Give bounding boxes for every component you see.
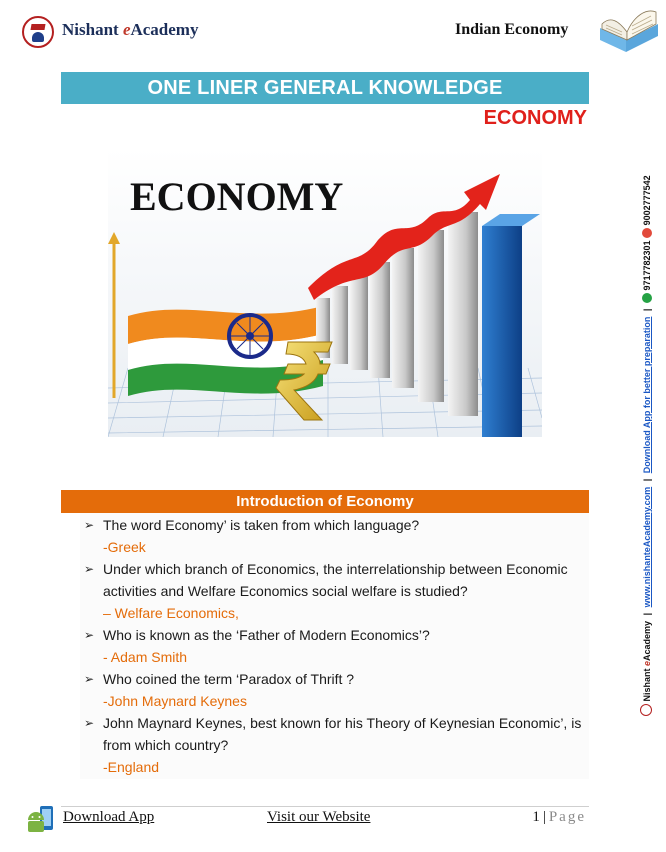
- footer-divider: [61, 806, 589, 807]
- illustration-heading: ECONOMY: [130, 174, 344, 219]
- arrow-bullet-icon: ➢: [84, 562, 95, 576]
- section-title: Introduction of Economy: [61, 490, 589, 513]
- question: John Maynard Keynes, best known for his Theory of Keynesian Economic’, is from which country?: [103, 715, 582, 753]
- header-subject: Indian Economy: [455, 21, 569, 38]
- answer: - Adam Smith: [103, 649, 188, 665]
- whatsapp-icon: [642, 293, 652, 303]
- open-book-icon: [596, 2, 662, 54]
- list-item: [80, 558, 589, 624]
- question: The word Economy’ is taken from which language?: [103, 517, 420, 533]
- answer: – Welfare Economics,: [103, 605, 239, 621]
- page-number: 1 | Page: [532, 809, 586, 825]
- side-logo-icon: [640, 704, 652, 716]
- side-download-link[interactable]: Download App for better preparation: [642, 316, 652, 474]
- answer: -England: [103, 759, 160, 775]
- download-app-link[interactable]: Download App: [63, 809, 155, 825]
- arrow-bullet-icon: ➢: [84, 672, 95, 686]
- answer: -John Maynard Keynes: [103, 693, 247, 709]
- qa-list: [80, 514, 589, 778]
- list-item: [80, 624, 589, 668]
- question: Who coined the term ‘Paradox of Thrift ?: [103, 671, 355, 687]
- side-website-link[interactable]: www.nishanteAcademy.com: [642, 486, 652, 608]
- arrow-bullet-icon: ➢: [84, 716, 95, 730]
- brand-name: Nishant eAcademy: [62, 20, 199, 39]
- list-item: [80, 668, 589, 712]
- question: Who is known as the ‘Father of Modern Economics’?: [103, 627, 430, 643]
- side-phone-1: 9717782301: [642, 240, 652, 291]
- arrow-bullet-icon: ➢: [84, 628, 95, 642]
- android-phone-icon: [26, 804, 56, 834]
- page-title: ONE LINER GENERAL KNOWLEDGE: [61, 72, 589, 104]
- arrow-bullet-icon: ➢: [84, 518, 95, 532]
- answer: -Greek: [103, 539, 146, 555]
- list-item: [80, 712, 589, 778]
- side-contact-strip: Nishant eAcademy | www.nishanteAcademy.com | Download App for better preparation | 9717782301 9002777542: [640, 176, 652, 716]
- academy-logo-icon: [22, 16, 54, 48]
- economy-illustration: [108, 148, 542, 437]
- page-subtitle: ECONOMY: [483, 107, 587, 129]
- list-item: [80, 514, 589, 558]
- phone-icon: [642, 228, 652, 238]
- side-phone-2: 9002777542: [642, 175, 652, 226]
- question: Under which branch of Economics, the interrelationship between Economic activities and Welfare Economics social welfare is studied?: [103, 561, 568, 599]
- visit-website-link[interactable]: Visit our Website: [267, 809, 371, 825]
- side-brand: Nishant eAcademy: [642, 620, 652, 702]
